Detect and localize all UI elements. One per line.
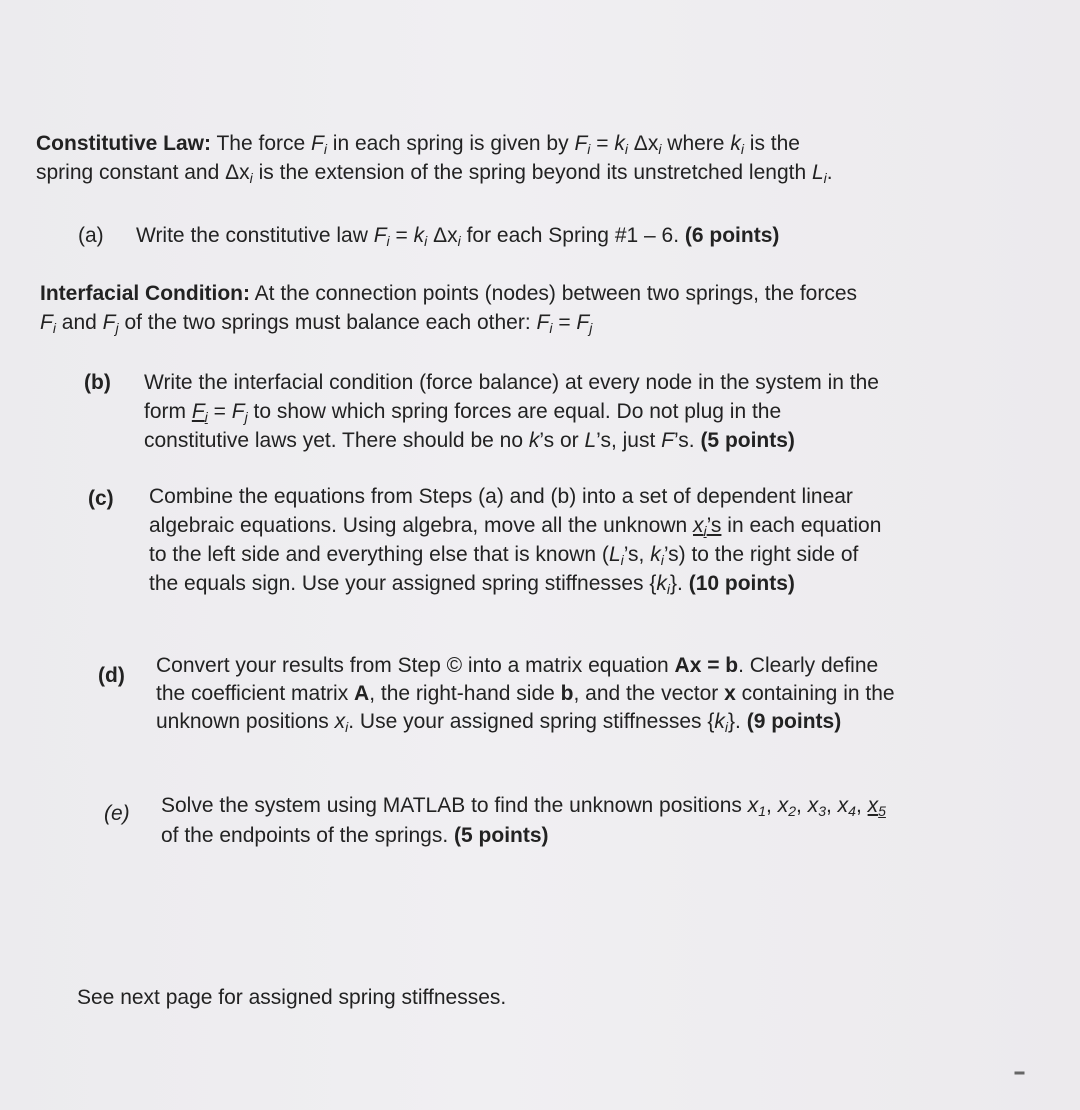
- part-d-line-1: Convert your results from Step © into a matrix equation Ax = b. Clearly define: [156, 654, 879, 677]
- part-c-line-3: to the left side and everything else that is known ($L_i’s$, $k_i’s$) to the right side of: [149, 543, 859, 568]
- part-e-line-1: Solve the system using MATLAB to find the unknown positions $x_1$, $x_2$, $x_3$, $x_4$, $x_5$: [161, 794, 886, 819]
- part-e-line-2: of the endpoints of the springs. (5 points): [161, 824, 549, 847]
- part-d-line-3: unknown positions $x_i$. Use your assigned spring stiffnesses $\{k_i\}$. (9 points): [156, 710, 842, 735]
- part-c-points: (10 points): [688, 572, 795, 595]
- part-b-line-1: Write the interfacial condition (force balance) at every node in the system in the: [144, 371, 879, 394]
- part-c-line-1: Combine the equations from Steps (a) and (b) into a set of dependent linear: [149, 485, 853, 508]
- part-a-text: Write the constitutive law $F_i = k_i$ $\Delta x_i$ for each Spring #1 – 6. (6 points): [136, 224, 780, 249]
- part-b-label: (b): [84, 371, 111, 394]
- footer-note: See next page for assigned spring stiffnesses.: [77, 986, 507, 1009]
- constitutive-line-2: spring constant and $\Delta x_i$ is the extension of the spring beyond its unstretched length $L_i$.: [36, 161, 833, 186]
- part-b-points: (5 points): [700, 429, 795, 452]
- part-e-points: (5 points): [454, 824, 549, 847]
- part-e-label: (e): [104, 802, 130, 825]
- part-a-points: (6 points): [684, 224, 780, 247]
- constitutive-line-1: Constitutive Law: The force $F_i$ in each spring is given by $F_i = k_i$ $\Delta x_i$ where $k_i$ is the: [36, 132, 800, 157]
- part-c-label: (c): [88, 487, 114, 510]
- part-d-line-2: the coefficient matrix A, the right-hand side b, and the vector x containing in the: [156, 682, 895, 705]
- part-d-label: (d): [98, 664, 125, 687]
- interfacial-heading: Interfacial Condition:: [40, 282, 250, 305]
- part-b-line-3: constitutive laws yet. There should be no k’s or L’s, just F’s. (5 points): [144, 429, 795, 452]
- interfacial-line-1: Interfacial Condition: At the connection points (nodes) between two springs, the forces: [40, 282, 858, 305]
- part-c-line-2: algebraic equations. Using algebra, move all the unknown $x_i’s$ in each equation: [149, 514, 882, 539]
- part-b-line-2: form $F_i = F_j$ to show which spring forces are equal. Do not plug in the: [144, 400, 782, 425]
- edge-mark: [1015, 1072, 1025, 1075]
- interfacial-line-2: $F_i$ and $F_j$ of the two springs must balance each other: $F_i = F_j$: [40, 311, 593, 336]
- constitutive-heading: Constitutive Law:: [36, 132, 212, 155]
- part-d-points: (9 points): [746, 710, 842, 733]
- part-a-label: (a): [78, 224, 104, 247]
- part-c-line-4: the equals sign. Use your assigned spring stiffnesses $\{k_i\}$. (10 points): [149, 572, 795, 597]
